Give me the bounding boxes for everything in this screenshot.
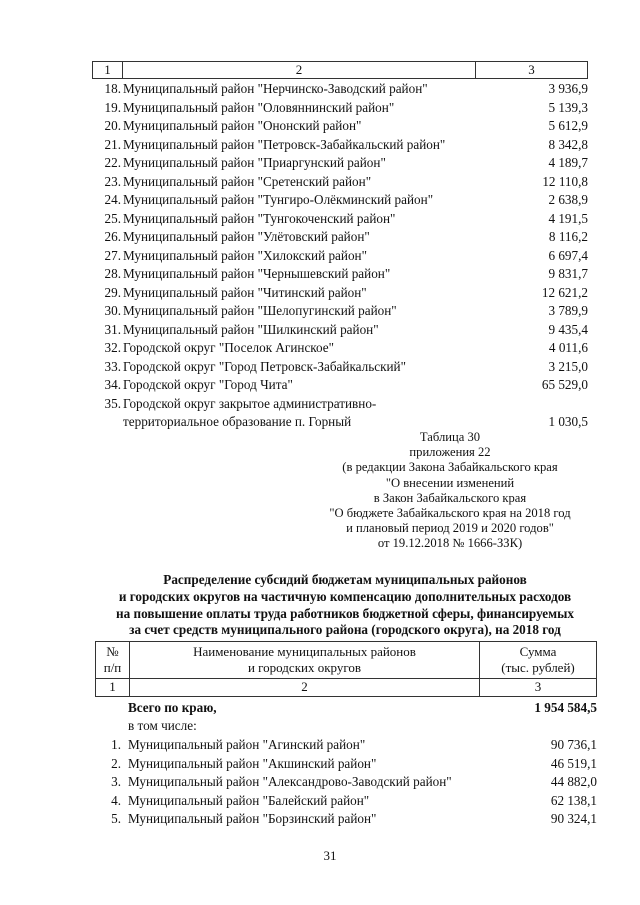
- row-value: 3 936,9: [548, 81, 588, 96]
- row-number: 28.: [104, 266, 121, 281]
- row-value: 4 191,5: [548, 210, 588, 226]
- table-row: [92, 228, 588, 246]
- row-number: 4.: [111, 792, 121, 808]
- table-row: [95, 736, 597, 754]
- row-number: 33.: [104, 358, 121, 374]
- row-number: 20.: [104, 118, 121, 133]
- row-name: Муниципальный район "Шелопугинский район": [123, 303, 397, 318]
- table-column-number-header: [95, 679, 597, 697]
- title-line: на повышение оплаты труда работников бюджетной сферы, финансируемых: [115, 605, 574, 621]
- table-row: [92, 265, 588, 283]
- row-number: 30.: [104, 303, 121, 318]
- column-number-1: 1: [104, 62, 111, 77]
- row-number: 25.: [104, 210, 121, 226]
- table-row: [92, 117, 588, 135]
- row-value: 9 831,7: [548, 266, 588, 281]
- row-number: 2.: [111, 755, 121, 771]
- table-column-number-header: [92, 61, 588, 79]
- row-number: 35.: [104, 395, 121, 411]
- row-name: Муниципальный район "Шилкинский район": [123, 321, 379, 337]
- row-value: 5 612,9: [548, 118, 588, 133]
- row-value: 1 030,5: [548, 413, 588, 429]
- row-name: Муниципальный район "Оловяннинский район": [123, 99, 395, 115]
- row-number: 27.: [104, 247, 121, 263]
- row-value: 46 519,1: [550, 755, 597, 771]
- table-row: [92, 210, 588, 228]
- row-name: Городской округ "Поселок Агинское": [123, 340, 335, 355]
- header-number-line2: п/п: [103, 660, 122, 675]
- table-header: [95, 641, 597, 679]
- column-number-3: 3: [479, 679, 596, 696]
- row-name: Муниципальный район "Александрово-Заводский район": [128, 774, 452, 789]
- row-name: Муниципальный район "Сретенский район": [123, 173, 372, 189]
- row-name: Городской округ "Город Петровск-Забайкальский": [123, 358, 406, 374]
- row-value: 12 621,2: [541, 284, 588, 300]
- row-value: 8 116,2: [548, 229, 588, 244]
- page-number: 31: [323, 848, 337, 863]
- header-sum-line1: Сумма: [519, 644, 557, 659]
- caption-line: в Закон Забайкальского края: [373, 490, 527, 505]
- row-name: Городской округ "Город Чита": [123, 377, 293, 392]
- row-name: Городской округ закрытое административно-: [123, 395, 377, 411]
- table-row: [92, 154, 588, 172]
- row-number: 3.: [111, 774, 121, 789]
- table-row: [92, 339, 588, 357]
- row-name: Муниципальный район "Акшинский район": [128, 755, 377, 771]
- row-value: 5 139,3: [548, 99, 588, 115]
- total-row: [95, 699, 597, 717]
- row-value: 12 110,8: [542, 173, 588, 189]
- row-number: 24.: [104, 192, 121, 207]
- row-number: 18.: [104, 81, 121, 96]
- table-row: [92, 80, 588, 98]
- caption-line: и плановый период 2019 и 2020 годов": [346, 521, 554, 536]
- row-value: 8 342,8: [548, 136, 588, 152]
- row-name: Муниципальный район "Борзинский район": [128, 811, 377, 826]
- row-number: 29.: [104, 284, 121, 300]
- table-row: [92, 136, 588, 154]
- table-row: [92, 99, 588, 117]
- row-name: Муниципальный район "Тунгокоченский район": [123, 210, 396, 226]
- row-number: 23.: [104, 173, 121, 189]
- column-number-2: 2: [129, 679, 479, 696]
- row-value: 3 215,0: [548, 358, 588, 374]
- header-number: [96, 642, 129, 678]
- header-name-line1: Наименование муниципальных районов: [193, 644, 416, 659]
- table-row: [92, 173, 588, 191]
- row-number: 21.: [104, 136, 121, 152]
- header-sum-line2: (тыс. рублей): [501, 660, 575, 675]
- title-line: и городских округов на частичную компенсацию дополнительных расходов: [118, 588, 572, 604]
- including-label: в том числе:: [128, 718, 197, 733]
- table-row: [92, 358, 588, 376]
- total-value: 1 954 584,5: [534, 700, 597, 715]
- row-name: Муниципальный район "Приаргунский район": [123, 155, 386, 170]
- row-number: 26.: [104, 229, 121, 244]
- row-name: Муниципальный район "Читинский район": [123, 284, 367, 300]
- row-number: 32.: [104, 340, 121, 355]
- row-value: 3 789,9: [548, 303, 588, 318]
- table-row: [95, 773, 597, 791]
- row-number: 34.: [104, 377, 121, 392]
- document-title: [85, 572, 605, 639]
- table-row: [95, 755, 597, 773]
- caption-line: "О внесении изменений: [385, 475, 515, 490]
- row-value: 9 435,4: [548, 321, 588, 337]
- row-value: 90 324,1: [550, 811, 597, 826]
- row-number: 1.: [111, 737, 121, 752]
- row-value: 4 011,6: [548, 340, 588, 355]
- total-label: Всего по краю,: [128, 700, 217, 715]
- column-number-2: 2: [122, 62, 475, 78]
- row-value: 4 189,7: [548, 155, 588, 170]
- caption-line: (в редакции Закона Забайкальского края: [342, 460, 558, 475]
- row-name: Муниципальный район "Чернышевский район": [123, 266, 391, 281]
- table-row: [92, 247, 588, 265]
- header-name: [129, 642, 479, 678]
- table-row: [92, 376, 588, 394]
- row-name: Муниципальный район "Петровск-Забайкальский район": [123, 136, 446, 152]
- row-value: 2 638,9: [548, 192, 588, 207]
- row-name-continued: территориальное образование п. Горный: [123, 413, 352, 429]
- row-name: Муниципальный район "Нерчинско-Заводский район": [123, 81, 428, 96]
- column-number-1: 1: [109, 679, 116, 694]
- table-row: [92, 321, 588, 339]
- row-number: 5.: [111, 811, 121, 826]
- caption-line: приложения 22: [409, 445, 491, 460]
- header-number-line1: №: [106, 644, 119, 659]
- table-row: [95, 792, 597, 810]
- table-row: [95, 810, 597, 828]
- title-line: Распределение субсидий бюджетам муниципальных районов: [163, 572, 527, 587]
- row-name: Муниципальный район "Тунгиро-Олёкминский район": [123, 192, 434, 207]
- table-row: [92, 302, 588, 320]
- header-name-line2: и городских округов: [247, 660, 362, 675]
- column-number-3: 3: [475, 62, 587, 78]
- row-number: 19.: [104, 99, 121, 115]
- header-sum: [479, 642, 596, 678]
- row-number: 31.: [104, 321, 121, 337]
- row-value: 65 529,0: [541, 377, 588, 392]
- table-row: [92, 191, 588, 209]
- row-name: Муниципальный район "Агинский район": [128, 737, 366, 752]
- table-row: [92, 284, 588, 302]
- caption-line: Таблица 30: [419, 430, 481, 444]
- row-name: Муниципальный район "Улётовский район": [123, 229, 370, 244]
- row-number: 22.: [104, 155, 121, 170]
- row-value: 44 882,0: [550, 774, 597, 789]
- title-line: за счет средств муниципального района (городского округа), на 2018 год: [129, 622, 561, 638]
- row-value: 90 736,1: [550, 737, 597, 752]
- table-caption: [300, 430, 600, 552]
- including-row: [95, 717, 597, 735]
- caption-line: от 19.12.2018 № 1666-ЗЗК): [377, 536, 523, 551]
- table-row: [92, 395, 588, 432]
- row-name: Муниципальный район "Ононский район": [123, 118, 362, 133]
- row-name: Муниципальный район "Балейский район": [128, 792, 370, 808]
- row-value: 62 138,1: [550, 792, 597, 808]
- caption-line: "О бюджете Забайкальского края на 2018 год: [329, 506, 571, 521]
- row-value: 6 697,4: [548, 247, 588, 263]
- row-name: Муниципальный район "Хилокский район": [123, 247, 367, 263]
